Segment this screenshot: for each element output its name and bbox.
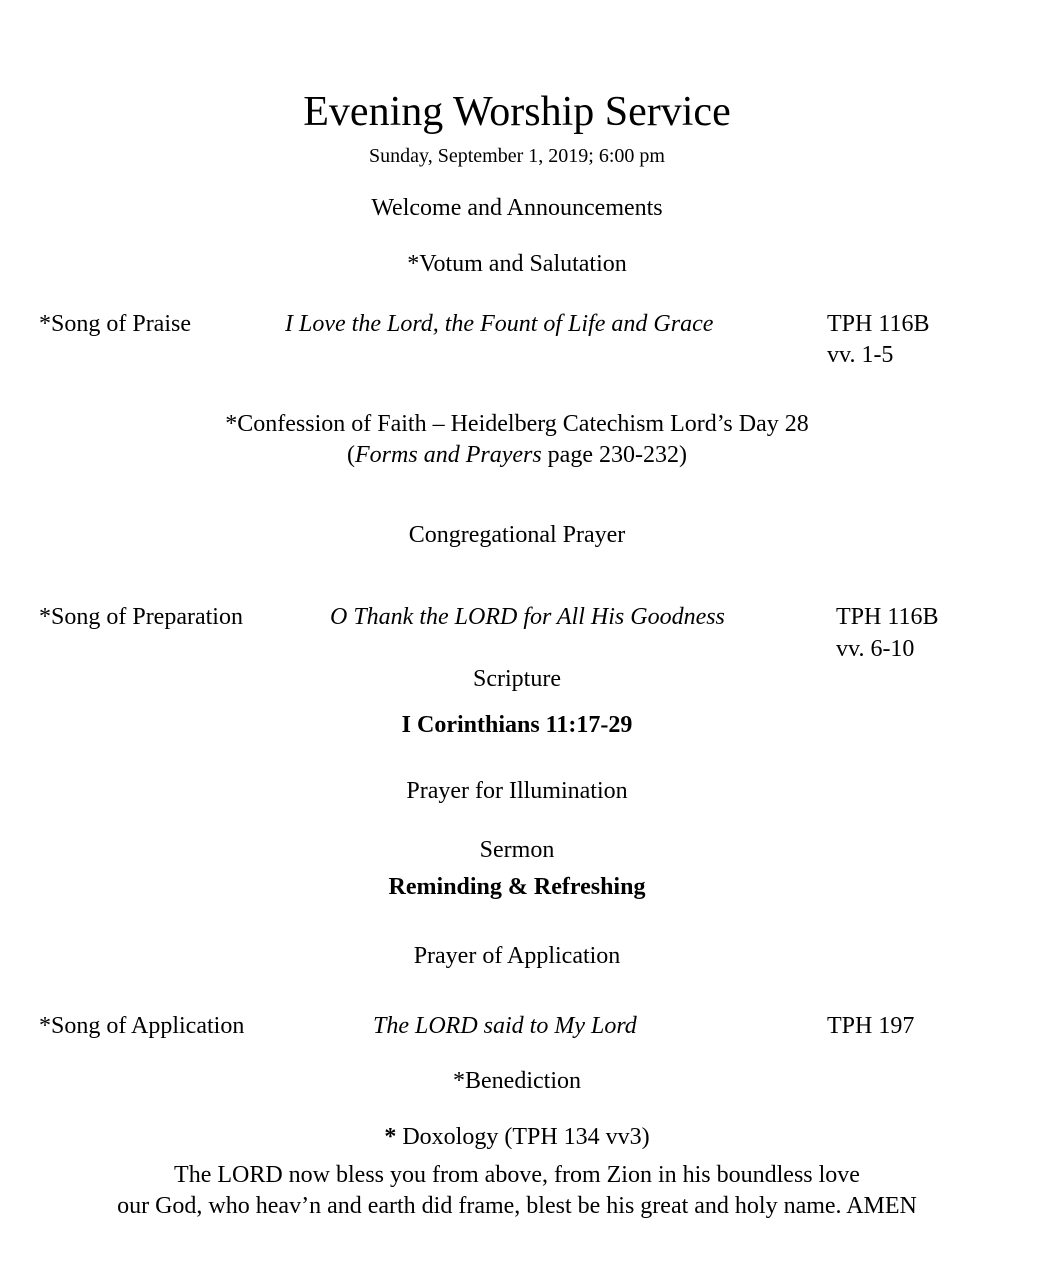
welcome-item: Welcome and Announcements: [371, 195, 663, 221]
confession-line: *Confession of Faith – Heidelberg Catechism Lord’s Day 28: [225, 411, 809, 437]
scripture-label: Scripture: [473, 666, 561, 692]
scripture-passage: I Corinthians 11:17-29: [401, 712, 633, 738]
song-preparation-label: *Song of Preparation: [39, 604, 243, 630]
page-title: Evening Worship Service: [303, 89, 731, 135]
confession-reference: [0, 442, 1034, 469]
song-praise-verses: vv. 1-5: [827, 342, 894, 368]
congregational-prayer-item: Congregational Prayer: [408, 522, 626, 548]
song-preparation-verses: vv. 6-10: [836, 636, 915, 662]
doxology-heading: [0, 1124, 1034, 1151]
service-date: Sunday, September 1, 2019; 6:00 pm: [369, 145, 665, 167]
song-praise-ref: TPH 116B: [827, 311, 930, 337]
doxology-label: Doxology (TPH 134 vv3): [396, 1124, 650, 1150]
song-preparation-ref: TPH 116B: [836, 604, 939, 630]
prayer-application-item: Prayer of Application: [413, 943, 621, 969]
votum-item: *Votum and Salutation: [407, 251, 627, 277]
prayer-illumination-item: Prayer for Illumination: [406, 778, 628, 804]
benediction-item: *Benediction: [453, 1068, 581, 1094]
confession-pages: page 230-232): [541, 442, 687, 468]
confession-book: Forms and Prayers: [355, 442, 542, 468]
song-application-label: *Song of Application: [39, 1013, 245, 1039]
doxology-line-1: The LORD now bless you from above, from Zion in his boundless love: [174, 1162, 860, 1188]
doxology-asterisk: *: [384, 1124, 397, 1150]
song-preparation-title: O Thank the LORD for All His Goodness: [330, 604, 725, 630]
confession-paren: (: [347, 442, 356, 468]
song-praise-title: I Love the Lord, the Fount of Life and Grace: [285, 311, 714, 337]
sermon-label: Sermon: [479, 837, 555, 863]
song-application-ref: TPH 197: [827, 1013, 915, 1039]
doxology-line-2: our God, who heav’n and earth did frame, blest be his great and holy name. AMEN: [117, 1193, 917, 1219]
song-praise-label: *Song of Praise: [39, 311, 191, 337]
sermon-title: Reminding & Refreshing: [388, 874, 646, 900]
song-application-title: The LORD said to My Lord: [373, 1013, 637, 1039]
